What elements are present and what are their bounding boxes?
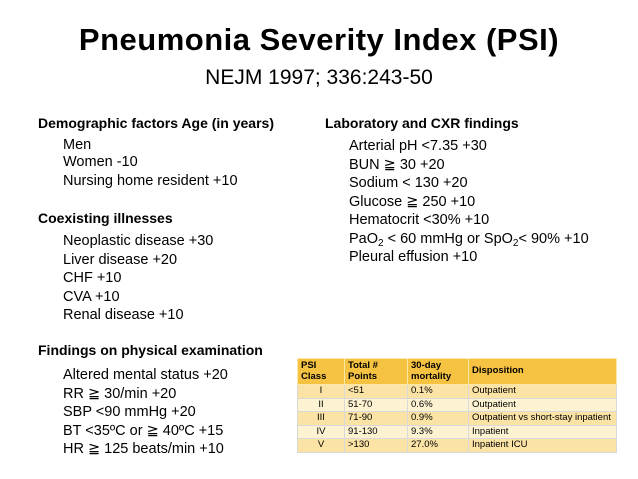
cell-disposition: Outpatient: [469, 385, 617, 399]
psi-class-table: [297, 358, 617, 453]
cell-mortality: 0.9%: [408, 412, 469, 426]
list-item: Altered mental status +20: [63, 367, 228, 383]
coexisting-section: [38, 210, 213, 325]
physical-section: [38, 342, 263, 459]
header-disposition: Disposition: [469, 359, 617, 385]
list-item: SBP <90 mmHg +20: [63, 404, 196, 420]
list-item: Liver disease +20: [63, 251, 178, 268]
list-item: CHF +10: [63, 270, 122, 286]
pao2-middle: < 60 mmHg or SpO: [383, 230, 513, 247]
pao2-prefix: PaO: [349, 230, 379, 247]
list-item: Pleural effusion +10: [349, 249, 478, 265]
coexisting-list: [63, 232, 213, 325]
lab-section: [325, 115, 589, 267]
cell-psi-class: IV: [298, 425, 345, 439]
physical-heading: Findings on physical examination: [38, 342, 263, 358]
list-item: Neoplastic disease +30: [63, 233, 214, 249]
citation-subtitle: NEJM 1997; 336:243-50: [205, 66, 433, 89]
demographic-section: [38, 115, 274, 191]
list-item: RR ≧ 30/min +20: [63, 385, 177, 402]
cell-psi-class: I: [298, 385, 345, 399]
cell-disposition: Outpatient vs short-stay inpatient: [469, 412, 617, 426]
spo2-subscript: 2: [512, 237, 519, 249]
list-item: BT <35ºC or ≧ 40ºC +15: [63, 422, 224, 439]
list-item: BUN ≧ 30 +20: [349, 156, 445, 173]
list-item: Hematocrit <30% +10: [349, 212, 490, 228]
list-item: Nursing home resident +10: [63, 173, 238, 189]
coexisting-heading: Coexisting illnesses: [38, 210, 173, 226]
header-total-points: Total # Points: [345, 359, 408, 385]
list-item: CVA +10: [63, 288, 120, 305]
list-item-pao2: [349, 230, 589, 249]
list-item: Renal disease +10: [63, 307, 184, 323]
table-row: [298, 385, 617, 399]
header-psi-class: PSI Class: [298, 359, 345, 385]
header-mortality: 30-day mortality: [408, 359, 469, 385]
cell-disposition: Inpatient: [469, 425, 617, 439]
cell-points: 71-90: [345, 412, 408, 426]
cell-points: 51-70: [345, 398, 408, 412]
cell-mortality: 0.6%: [408, 398, 469, 412]
cell-points: >130: [345, 439, 408, 453]
cell-disposition: Inpatient ICU: [469, 439, 617, 453]
cell-psi-class: III: [298, 412, 345, 426]
table-header-row: [298, 359, 617, 385]
demographic-heading: Demographic factors Age (in years): [38, 115, 274, 131]
cell-points: 91-130: [345, 425, 408, 439]
list-item: Arterial pH <7.35 +30: [349, 138, 487, 154]
table-row: [298, 412, 617, 426]
page-title: Pneumonia Severity Index (PSI): [78, 22, 560, 57]
cell-mortality: 9.3%: [408, 425, 469, 439]
cell-points: <51: [345, 385, 408, 399]
pao2-subscript: 2: [378, 237, 384, 249]
cell-psi-class: II: [298, 398, 345, 412]
cell-mortality: 27.0%: [408, 439, 469, 453]
list-item: HR ≧ 125 beats/min +10: [63, 441, 224, 457]
table-row: [298, 425, 617, 439]
demographic-list: [63, 138, 274, 191]
pao2-suffix: < 90% +10: [518, 230, 589, 247]
list-item: Men: [63, 137, 92, 153]
list-item: Glucose ≧ 250 +10: [349, 193, 476, 210]
cell-disposition: Outpatient: [469, 398, 617, 412]
table-row: [298, 439, 617, 453]
lab-heading: Laboratory and CXR findings: [325, 115, 519, 131]
list-item: Women -10: [63, 154, 138, 170]
cell-mortality: 0.1%: [408, 385, 469, 399]
table-row: [298, 398, 617, 412]
list-item: Sodium < 130 +20: [349, 175, 468, 191]
cell-psi-class: V: [298, 439, 345, 453]
physical-list: [63, 366, 263, 459]
lab-list: [349, 137, 589, 267]
